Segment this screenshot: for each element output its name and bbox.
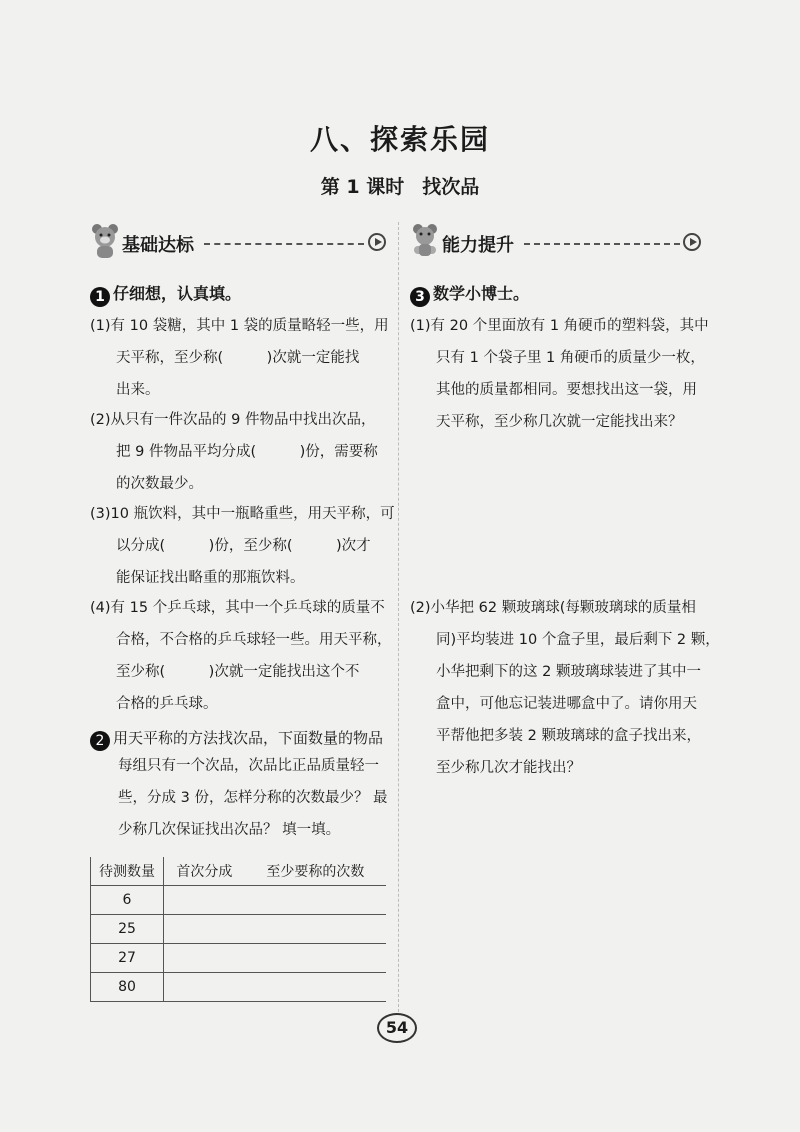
text-line: (3)10 瓶饮料，其中一瓶略重些，用天平称，可 [90,506,395,522]
text-line: 至少称几次才能找出？ [436,760,581,776]
play-circle-icon [683,233,701,251]
table-header: 待测数量 [91,857,164,886]
text-line: 合格的乒乓球。 [116,696,218,712]
question-3-heading [410,281,529,307]
text-line: 以分成( )份，至少称( )次才 [116,538,371,554]
question-number-badge: 2 [90,731,110,751]
text-line: 天平称，至少称( )次就一定能找 [116,350,360,366]
text-line: (4)有 15 个乒乓球，其中一个乒乓球的质量不 [90,600,385,616]
unit-title: 八、探索乐园 [309,123,490,156]
text-line: 些，分成 3 份，怎样分称的次数最少？ 最 [118,790,388,806]
question-2-title: 用天平称的方法找次品，下面数量的物品 [113,729,384,747]
text-line: 只有 1 个袋子里 1 角硬币的质量少一枚， [436,350,705,366]
answer-cell[interactable] [245,915,386,944]
table-cell: 6 [91,886,164,915]
bear-mascot-icon [410,222,440,260]
answer-cell[interactable] [164,973,245,1002]
answer-cell[interactable] [245,973,386,1002]
answer-cell[interactable] [245,886,386,915]
table-cell: 80 [91,973,164,1002]
section-header-advanced [410,222,705,262]
text-line: 的次数最少。 [116,476,203,492]
table-cell: 27 [91,944,164,973]
dashed-line [204,243,364,245]
text-line: (1)有 10 袋糖，其中 1 袋的质量略轻一些，用 [90,318,389,334]
text-line: 平帮他把多装 2 颗玻璃球的盒子找出来， [436,728,701,744]
lesson-name: 找次品 [422,176,480,198]
table-header: 首次分成 [176,864,233,880]
play-circle-icon [368,233,386,251]
section-label-basic: 基础达标 [122,235,194,256]
table-row [91,915,387,944]
question-2-heading [90,727,383,751]
table-row [91,973,387,1002]
question-number-badge: 1 [90,287,110,307]
text-line: 其他的质量都相同。要想找出这一袋，用 [436,382,697,398]
text-line: (1)有 20 个里面放有 1 角硬币的塑料袋，其中 [410,318,709,334]
text-line: 把 9 件物品平均分成( )份，需要称 [116,444,378,460]
text-line: 至少称( )次就一定能找出这个不 [116,664,360,680]
question-1-heading [90,281,241,307]
page-number: 54 [377,1013,417,1043]
table-header-row [91,857,387,886]
question-1-item-4 [90,592,392,720]
text-line: 每组只有一个次品，次品比正品质量轻一 [118,758,379,774]
section-label-advanced: 能力提升 [442,235,514,256]
answer-cell[interactable] [164,915,245,944]
question-1-title: 仔细想，认真填。 [113,284,242,303]
question-3-item-2 [410,592,720,784]
question-2-body [118,750,398,846]
answer-cell[interactable] [164,944,245,973]
text-line: (2)小华把 62 颗玻璃球(每颗玻璃球的质量相 [410,600,696,616]
text-line: 同)平均装进 10 个盒子里，最后剩下 2 颗， [436,632,720,648]
text-line: 盒中，可他忘记装进哪盒中了。请你用天 [436,696,697,712]
table-header: 至少要称的次数 [266,864,365,880]
question-1-item-2 [90,404,378,500]
column-divider [398,222,399,1012]
question-1-item-3 [90,498,395,594]
table-cell: 25 [91,915,164,944]
lesson-number: 第 1 课时 [320,176,405,198]
text-line: 能保证找出略重的那瓶饮料。 [116,570,305,586]
question-number-badge: 3 [410,287,430,307]
lesson-title [0,172,800,199]
dashed-line [524,243,680,245]
text-line: 少称几次保证找出次品？ 填一填。 [118,822,341,838]
question-3-item-1 [410,310,709,438]
text-line: 小华把剩下的这 2 颗玻璃球装进了其中一 [436,664,701,680]
answer-cell[interactable] [245,944,386,973]
table-row [91,944,387,973]
text-line: 天平称，至少称几次就一定能找出来？ [436,414,683,430]
answer-cell[interactable] [164,886,245,915]
answer-table [90,857,386,1002]
question-1-item-1 [90,310,389,406]
section-header-basic [90,222,390,262]
bear-mascot-icon [90,222,120,260]
text-line: (2)从只有一件次品的 9 件物品中找出次品， [90,412,376,428]
text-line: 合格，不合格的乒乓球轻一些。用天平称， [116,632,392,648]
question-3-title: 数学小博士。 [433,284,530,303]
table-row [91,886,387,915]
text-line: 出来。 [116,382,160,398]
